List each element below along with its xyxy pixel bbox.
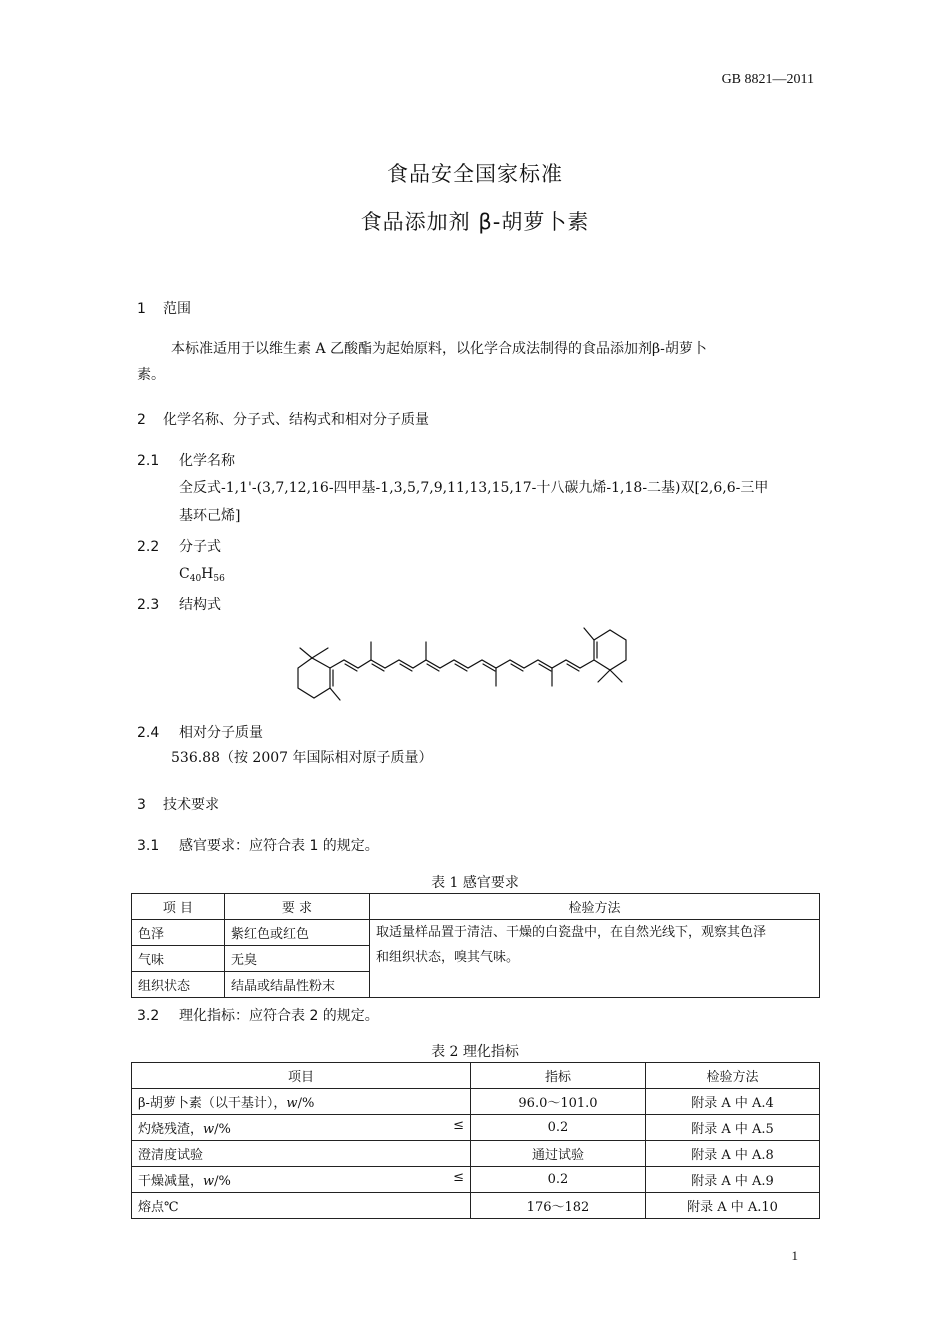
table-cell bbox=[132, 1115, 471, 1141]
table-cell: 176～182 bbox=[471, 1193, 646, 1219]
section-title: 分子式 bbox=[179, 539, 221, 555]
table-cell bbox=[132, 1141, 471, 1167]
table-header-cell: 要 求 bbox=[225, 894, 370, 920]
table-header-cell: 项目 bbox=[132, 1063, 471, 1089]
section-title: 技术要求 bbox=[163, 797, 219, 813]
section-title: 感官要求：应符合表 1 的规定。 bbox=[179, 838, 379, 854]
item-leq: ≤ bbox=[453, 1170, 464, 1185]
table-cell: 无臭 bbox=[225, 946, 370, 972]
table-row bbox=[132, 1089, 820, 1115]
section-title: 理化指标：应符合表 2 的规定。 bbox=[179, 1008, 379, 1024]
table-cell: 附录 A 中 A.4 bbox=[646, 1089, 820, 1115]
section-number: 3.1 bbox=[137, 838, 160, 854]
test-method-line1: 取适量样品置于清洁、干燥的白瓷盘中，在自然光线下，观察其色泽 bbox=[376, 925, 767, 940]
table-cell: 组织状态 bbox=[132, 972, 225, 998]
table-row bbox=[132, 1167, 820, 1193]
table-row bbox=[132, 1193, 820, 1219]
section-2-4-heading bbox=[137, 722, 263, 742]
table-cell bbox=[132, 1193, 471, 1219]
table-cell: 附录 A 中 A.9 bbox=[646, 1167, 820, 1193]
page-subtitle: 食品添加剂 β-胡萝卜素 bbox=[360, 210, 590, 234]
item-label: 干燥减量， bbox=[138, 1174, 204, 1189]
table-cell: 0.2 bbox=[471, 1167, 646, 1193]
formula-hydrogen-count: 56 bbox=[213, 574, 225, 584]
table-1-sensory bbox=[131, 893, 820, 998]
formula-hydrogen: H bbox=[201, 566, 214, 582]
table-cell: 0.2 bbox=[471, 1115, 646, 1141]
section-3-1-heading bbox=[137, 835, 379, 855]
item-label: 灼烧残渣， bbox=[138, 1122, 204, 1137]
section-number: 2 bbox=[137, 412, 146, 428]
table-cell bbox=[132, 1089, 471, 1115]
page-title: 食品安全国家标准 bbox=[387, 162, 563, 186]
formula-carbon-count: 40 bbox=[189, 574, 202, 584]
table-header-cell: 检验方法 bbox=[370, 894, 820, 920]
table-cell: 附录 A 中 A.8 bbox=[646, 1141, 820, 1167]
section-number: 3.2 bbox=[137, 1008, 160, 1024]
section-number: 2.3 bbox=[137, 597, 160, 613]
page-number: 1 bbox=[791, 1248, 798, 1263]
item-leq: ≤ bbox=[453, 1118, 464, 1133]
table-cell: 结晶或结晶性粉末 bbox=[225, 972, 370, 998]
table-row bbox=[132, 1115, 820, 1141]
item-w: w bbox=[286, 1096, 298, 1111]
item-label: 澄清度试验 bbox=[138, 1148, 204, 1163]
section-number: 2.2 bbox=[137, 539, 160, 555]
section-1-text-line1: 本标准适用于以维生素 A 乙酸酯为起始原料，以化学合成法制得的食品添加剂β-胡萝卜 bbox=[171, 341, 707, 357]
section-number: 1 bbox=[137, 301, 146, 317]
table-1-caption: 表 1 感官要求 bbox=[431, 875, 519, 891]
table-2-caption: 表 2 理化指标 bbox=[431, 1044, 519, 1060]
formula-carbon: C bbox=[179, 566, 190, 582]
molecular-mass-value: 536.88（按 2007 年国际相对原子质量） bbox=[171, 750, 433, 766]
standard-code: GB 8821—2011 bbox=[721, 72, 814, 87]
table-cell bbox=[132, 1167, 471, 1193]
chemical-name-line1: 全反式-1,1'-(3,7,12,16-四甲基-1,3,5,7,9,11,13,15,17-十八碳九烯-1,18-二基)双[2,6,6-三甲 bbox=[179, 480, 769, 496]
section-title: 化学名称、分子式、结构式和相对分子质量 bbox=[163, 412, 429, 428]
section-title: 化学名称 bbox=[179, 453, 235, 469]
table-cell: 96.0～101.0 bbox=[471, 1089, 646, 1115]
item-unit: /% bbox=[214, 1122, 231, 1137]
table-cell: 色泽 bbox=[132, 920, 225, 946]
chemical-name-line2: 基环己烯] bbox=[179, 508, 241, 524]
item-w: w bbox=[203, 1122, 215, 1137]
table-2-physicochemical bbox=[131, 1062, 820, 1219]
section-3-heading bbox=[137, 794, 219, 814]
table-header-cell: 指标 bbox=[471, 1063, 646, 1089]
table-header-row bbox=[132, 894, 820, 920]
table-cell: 气味 bbox=[132, 946, 225, 972]
table-header-row bbox=[132, 1063, 820, 1089]
item-w: w bbox=[203, 1174, 215, 1189]
table-cell: 紫红色或红色 bbox=[225, 920, 370, 946]
section-title: 结构式 bbox=[179, 597, 221, 613]
section-3-2-heading bbox=[137, 1005, 379, 1025]
table-cell: 通过试验 bbox=[471, 1141, 646, 1167]
table-header-cell: 项 目 bbox=[132, 894, 225, 920]
section-number: 2.4 bbox=[137, 725, 160, 741]
section-title: 范围 bbox=[163, 301, 191, 317]
table-cell: 附录 A 中 A.10 bbox=[646, 1193, 820, 1219]
table-row bbox=[132, 920, 820, 946]
section-number: 3 bbox=[137, 797, 146, 813]
section-title: 相对分子质量 bbox=[179, 725, 263, 741]
item-label: 熔点℃ bbox=[138, 1200, 179, 1215]
section-1-text-line2: 素。 bbox=[137, 367, 165, 383]
test-method-line2: 和组织状态，嗅其气味。 bbox=[376, 950, 520, 965]
item-unit: /% bbox=[297, 1096, 315, 1111]
item-unit: /% bbox=[214, 1174, 231, 1189]
test-method-cell bbox=[370, 920, 820, 998]
table-header-cell: 检验方法 bbox=[646, 1063, 820, 1089]
item-label: β-胡萝卜素（以干基计）， bbox=[138, 1096, 287, 1111]
table-cell: 附录 A 中 A.5 bbox=[646, 1115, 820, 1141]
table-row bbox=[132, 1141, 820, 1167]
section-number: 2.1 bbox=[137, 453, 160, 469]
